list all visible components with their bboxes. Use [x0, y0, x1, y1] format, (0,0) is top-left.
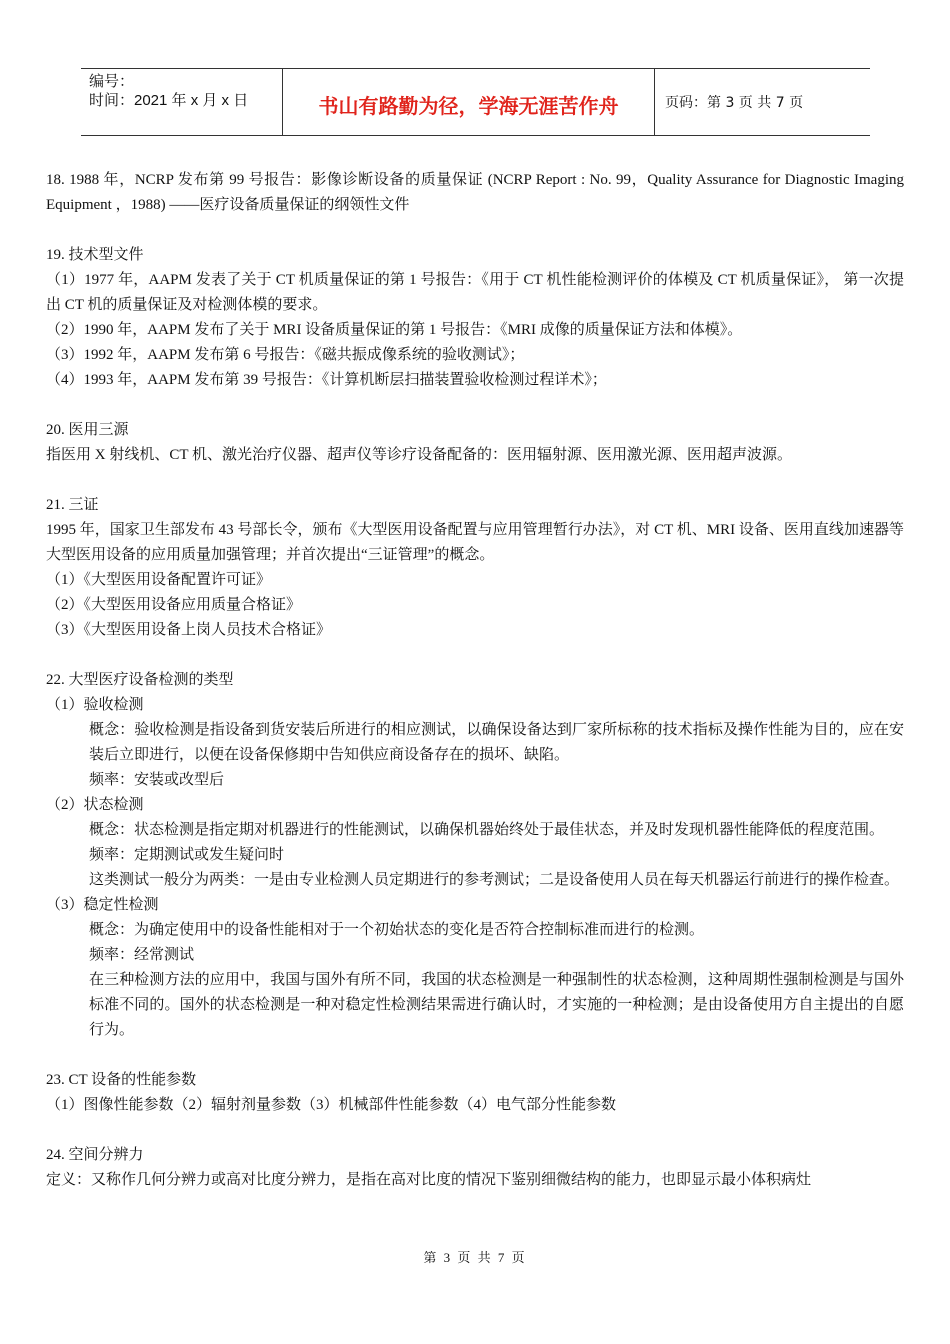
section-22-item-3-concept: 概念：为确定使用中的设备性能相对于一个初始状态的变化是否符合控制标准而进行的检测。 — [89, 922, 705, 938]
section-24-title: 24. 空间分辨力 — [46, 1147, 144, 1163]
section-21-item: （3）《大型医用设备上岗人员技术合格证》 — [46, 622, 332, 638]
section-23-title: 23. CT 设备的性能参数 — [46, 1072, 197, 1088]
section-22-item-1-concept: 概念：验收检测是指设备到货安装后所进行的相应测试，以确保设备达到厂家所标称的技术指标及操作性能为目的，应在安装后立即进行，以便在设备保修期中告知供应商设备存在的损坏、缺陷。 — [89, 722, 904, 763]
section-21-title: 21. 三证 — [46, 497, 99, 513]
section-22-item-2-note: 这类测试一般分为两类：一是由专业检测人员定期进行的参考测试；二是设备使用人员在每天机器运行前进行的操作检查。 — [89, 872, 900, 888]
section-19-item: （1）1977 年，AAPM 发表了关于 CT 机质量保证的第 1 号报告：《用于 CT 机性能检测评价的体模及 CT 机质量保证》， 第一次提出 CT 机的质量保证及对检测体模的要求。 — [46, 272, 904, 313]
document-body — [46, 168, 904, 1193]
section-22-title: 22. 大型医疗设备检测的类型 — [46, 672, 234, 688]
section-18-title: 18. 1988 年，NCRP 发布第 99 号报告：影像诊断设备的质量保证 (NCRP Report : No. 99，Quality Assurance for Diagnostic Imaging Equipment ，1988) ——医疗设备质量保证的纲领性文件 — [46, 172, 904, 213]
section-22-item-1-frequency: 频率：安装或改型后 — [89, 772, 225, 788]
section-19-title: 19. 技术型文件 — [46, 247, 144, 263]
section-20-title: 20. 医用三源 — [46, 422, 129, 438]
section-22-item-3-frequency: 频率：经常测试 — [89, 947, 195, 963]
section-19-item: （3）1992 年，AAPM 发布第 6 号报告：《磁共振成像系统的验收测试》； — [46, 347, 525, 363]
section-22-item-2-frequency: 频率：定期测试或发生疑问时 — [89, 847, 285, 863]
section-23-text: （1）图像性能参数（2）辐射剂量参数（3）机械部件性能参数（4）电气部分性能参数 — [46, 1097, 617, 1113]
section-19-item: （2）1990 年，AAPM 发布了关于 MRI 设备质量保证的第 1 号报告：《MRI 成像的质量保证方法和体模》。 — [46, 322, 743, 338]
section-22-item-3: （3）稳定性检测 — [46, 897, 159, 913]
date-label: 时间：2021 年 x 月 x 日 — [89, 92, 249, 109]
section-22-item-3-note: 在三种检测方法的应用中，我国与国外有所不同，我国的状态检测是一种强制性的状态检测，这种周期性强制检测是与国外标准不同的。国外的状态检测是一种对稳定性检测结果需进行确认时，才实施的一种检测；是由设备使用方自主提出的自愿行为。 — [89, 972, 904, 1038]
section-22-item-2: （2）状态检测 — [46, 797, 144, 813]
header-page-label: 页码：第 3 页 共 7 页 — [665, 95, 804, 111]
page-footer: 第 3 页 共 7 页 — [423, 1250, 527, 1265]
section-20-text: 指医用 X 射线机、CT 机、激光治疗仪器、超声仪等诊疗设备配备的：医用辐射源、医用激光源、医用超声波源。 — [46, 447, 792, 463]
section-22-item-2-concept: 概念：状态检测是指定期对机器进行的性能测试，以确保机器始终处于最佳状态，并及时发现机器性能降低的程度范围。 — [89, 822, 885, 838]
section-21-item: （2）《大型医用设备应用质量合格证》 — [46, 597, 302, 613]
section-22-item-1: （1）验收检测 — [46, 697, 144, 713]
header-meta — [81, 69, 282, 135]
header-motto: 书山有路勤为径，学海无涯苦作舟 — [282, 69, 655, 135]
section-24-text: 定义：又称作几何分辨力或高对比度分辨力，是指在高对比度的情况下鉴别细微结构的能力，也即显示最小体积病灶 — [46, 1172, 812, 1188]
section-21-text: 1995 年，国家卫生部发布 43 号部长令，颁布《大型医用设备配置与应用管理暂行办法》，对 CT 机、MRI 设备、医用直线加速器等大型医用设备的应用质量加强管理；并首次提出“三证管理”的概念。 — [46, 522, 904, 563]
section-21-item: （1）《大型医用设备配置许可证》 — [46, 572, 272, 588]
page-header — [81, 68, 870, 136]
section-19-item: （4）1993 年，AAPM 发布第 39 号报告：《计算机断层扫描装置验收检测过程详术》； — [46, 372, 607, 388]
number-label: 编号： — [89, 73, 135, 90]
